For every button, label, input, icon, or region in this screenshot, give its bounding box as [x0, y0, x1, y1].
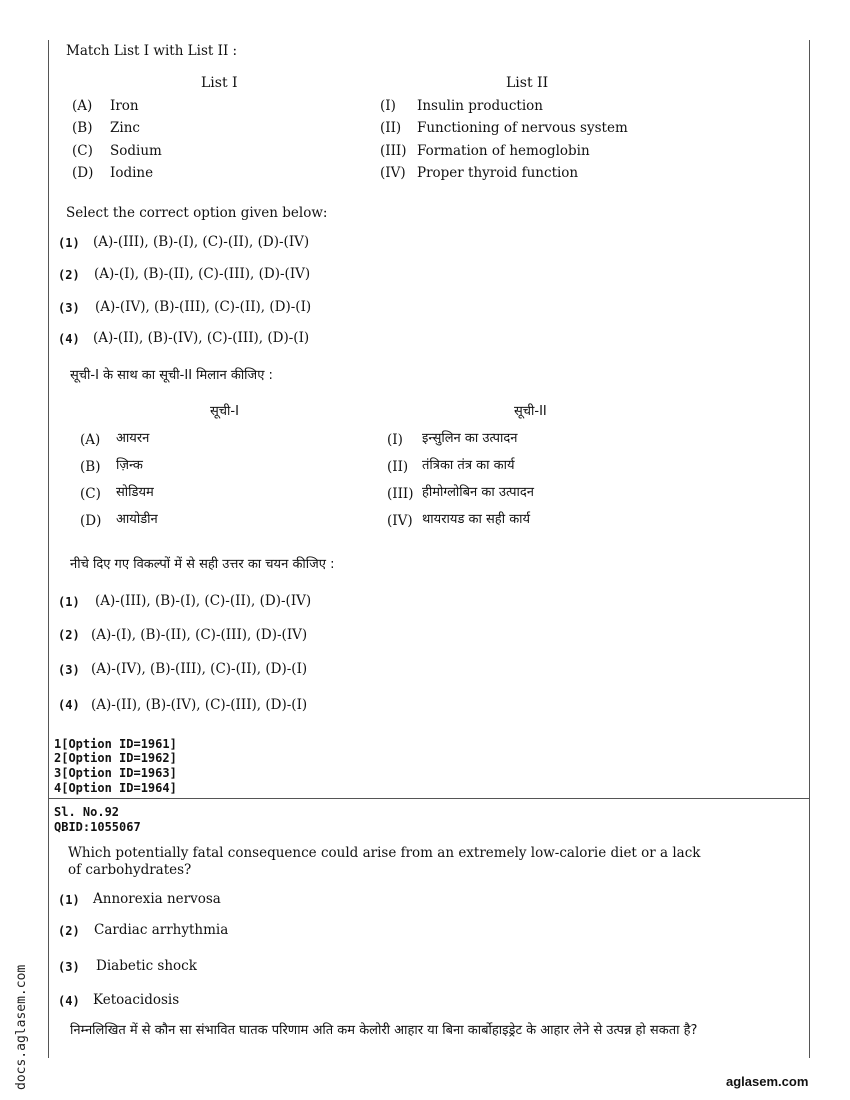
option-number: (4) [58, 698, 80, 712]
list2-key: (I) [387, 432, 403, 448]
option-text: (A)-(IV), (B)-(III), (C)-(II), (D)-(I) [95, 299, 312, 315]
option-number: (4) [58, 994, 80, 1008]
english-instruction: Match List I with List II : [66, 43, 238, 59]
option-text: Ketoacidosis [93, 992, 180, 1008]
select-prompt: Select the correct option given below: [66, 205, 328, 221]
list2-item: इन्सुलिन का उत्पादन [422, 431, 518, 446]
list1-header: List I [201, 75, 238, 91]
list2-item: Functioning of nervous system [417, 120, 628, 136]
hindi-list1-header: सूची-I [210, 404, 239, 419]
brand-label: aglasem.com [726, 1074, 809, 1089]
list1-key: (D) [80, 513, 102, 529]
option-id: 2[Option ID=1962] [54, 751, 177, 765]
question-divider [48, 798, 810, 799]
option-text: (A)-(I), (B)-(II), (C)-(III), (D)-(IV) [91, 627, 308, 643]
serial-number: Sl. No.92 [54, 805, 120, 819]
option-number: (3) [58, 663, 80, 677]
list2-header: List II [506, 75, 549, 91]
option-text: Cardiac arrhythmia [94, 922, 229, 938]
hindi-question-text: निम्नलिखित में से कौन सा संभावित घातक परिणाम अति कम केलोरी आहार या बिना कार्बोहाइड्रेट के आहार लेने से उत्पन्न हो सकता है? [70, 1023, 698, 1038]
side-url: docs.aglasem.com [14, 964, 29, 1090]
list1-key: (A) [72, 98, 93, 114]
list2-item: थायरायड का सही कार्य [422, 512, 531, 527]
list1-item: आयरन [116, 431, 150, 446]
list1-item: ज़िन्क [116, 458, 143, 473]
list1-key: (C) [72, 143, 93, 159]
option-text: Annorexia nervosa [93, 891, 221, 907]
option-text: Diabetic shock [96, 958, 197, 974]
option-text: (A)-(II), (B)-(IV), (C)-(III), (D)-(I) [91, 697, 308, 713]
list2-item: Formation of hemoglobin [417, 143, 590, 159]
list1-key: (D) [72, 165, 94, 181]
hindi-list2-header: सूची-II [514, 404, 547, 419]
list2-item: तंत्रिका तंत्र का कार्य [422, 458, 515, 473]
list2-key: (III) [387, 486, 414, 502]
option-text: (A)-(III), (B)-(I), (C)-(II), (D)-(IV) [95, 593, 312, 609]
list1-item: Iron [110, 98, 139, 114]
option-number: (1) [58, 236, 80, 250]
option-id: 1[Option ID=1961] [54, 737, 177, 751]
list1-item: Sodium [110, 143, 162, 159]
option-number: (2) [58, 268, 80, 282]
option-text: (A)-(I), (B)-(II), (C)-(III), (D)-(IV) [94, 266, 311, 282]
list2-key: (IV) [380, 165, 406, 181]
list1-item: Zinc [110, 120, 140, 136]
option-number: (2) [58, 924, 80, 938]
list1-item: Iodine [110, 165, 154, 181]
list2-key: (IV) [387, 513, 413, 529]
option-number: (1) [58, 893, 80, 907]
list1-key: (B) [72, 120, 93, 136]
list1-item: आयोडीन [116, 512, 158, 527]
list2-item: हीमोग्लोबिन का उत्पादन [422, 485, 534, 500]
option-text: (A)-(II), (B)-(IV), (C)-(III), (D)-(I) [93, 330, 310, 346]
hindi-select-prompt: नीचे दिए गए विकल्पों में से सही उत्तर का चयन कीजिए : [70, 557, 335, 572]
list2-key: (I) [380, 98, 396, 114]
list2-key: (III) [380, 143, 407, 159]
list2-key: (II) [380, 120, 402, 136]
hindi-instruction: सूची-I के साथ का सूची-II मिलान कीजिए : [70, 368, 273, 383]
option-number: (3) [58, 960, 80, 974]
option-id: 4[Option ID=1964] [54, 781, 177, 795]
option-id: 3[Option ID=1963] [54, 766, 177, 780]
list1-key: (A) [80, 432, 101, 448]
list2-key: (II) [387, 459, 409, 475]
qbid: QBID:1055067 [54, 820, 141, 834]
question-text: Which potentially fatal consequence could arise from an extremely low-calorie diet or a lack of carbohydrates? [68, 845, 701, 878]
page-border-left [48, 40, 49, 1058]
list1-key: (C) [80, 486, 101, 502]
list1-item: सोडियम [116, 485, 154, 500]
list1-key: (B) [80, 459, 101, 475]
option-text: (A)-(IV), (B)-(III), (C)-(II), (D)-(I) [91, 661, 308, 677]
page-border-right [809, 40, 810, 1058]
option-number: (3) [58, 301, 80, 315]
option-number: (4) [58, 332, 80, 346]
option-number: (2) [58, 628, 80, 642]
option-text: (A)-(III), (B)-(I), (C)-(II), (D)-(IV) [93, 234, 310, 250]
list2-item: Proper thyroid function [417, 165, 579, 181]
option-number: (1) [58, 595, 80, 609]
list2-item: Insulin production [417, 98, 543, 114]
